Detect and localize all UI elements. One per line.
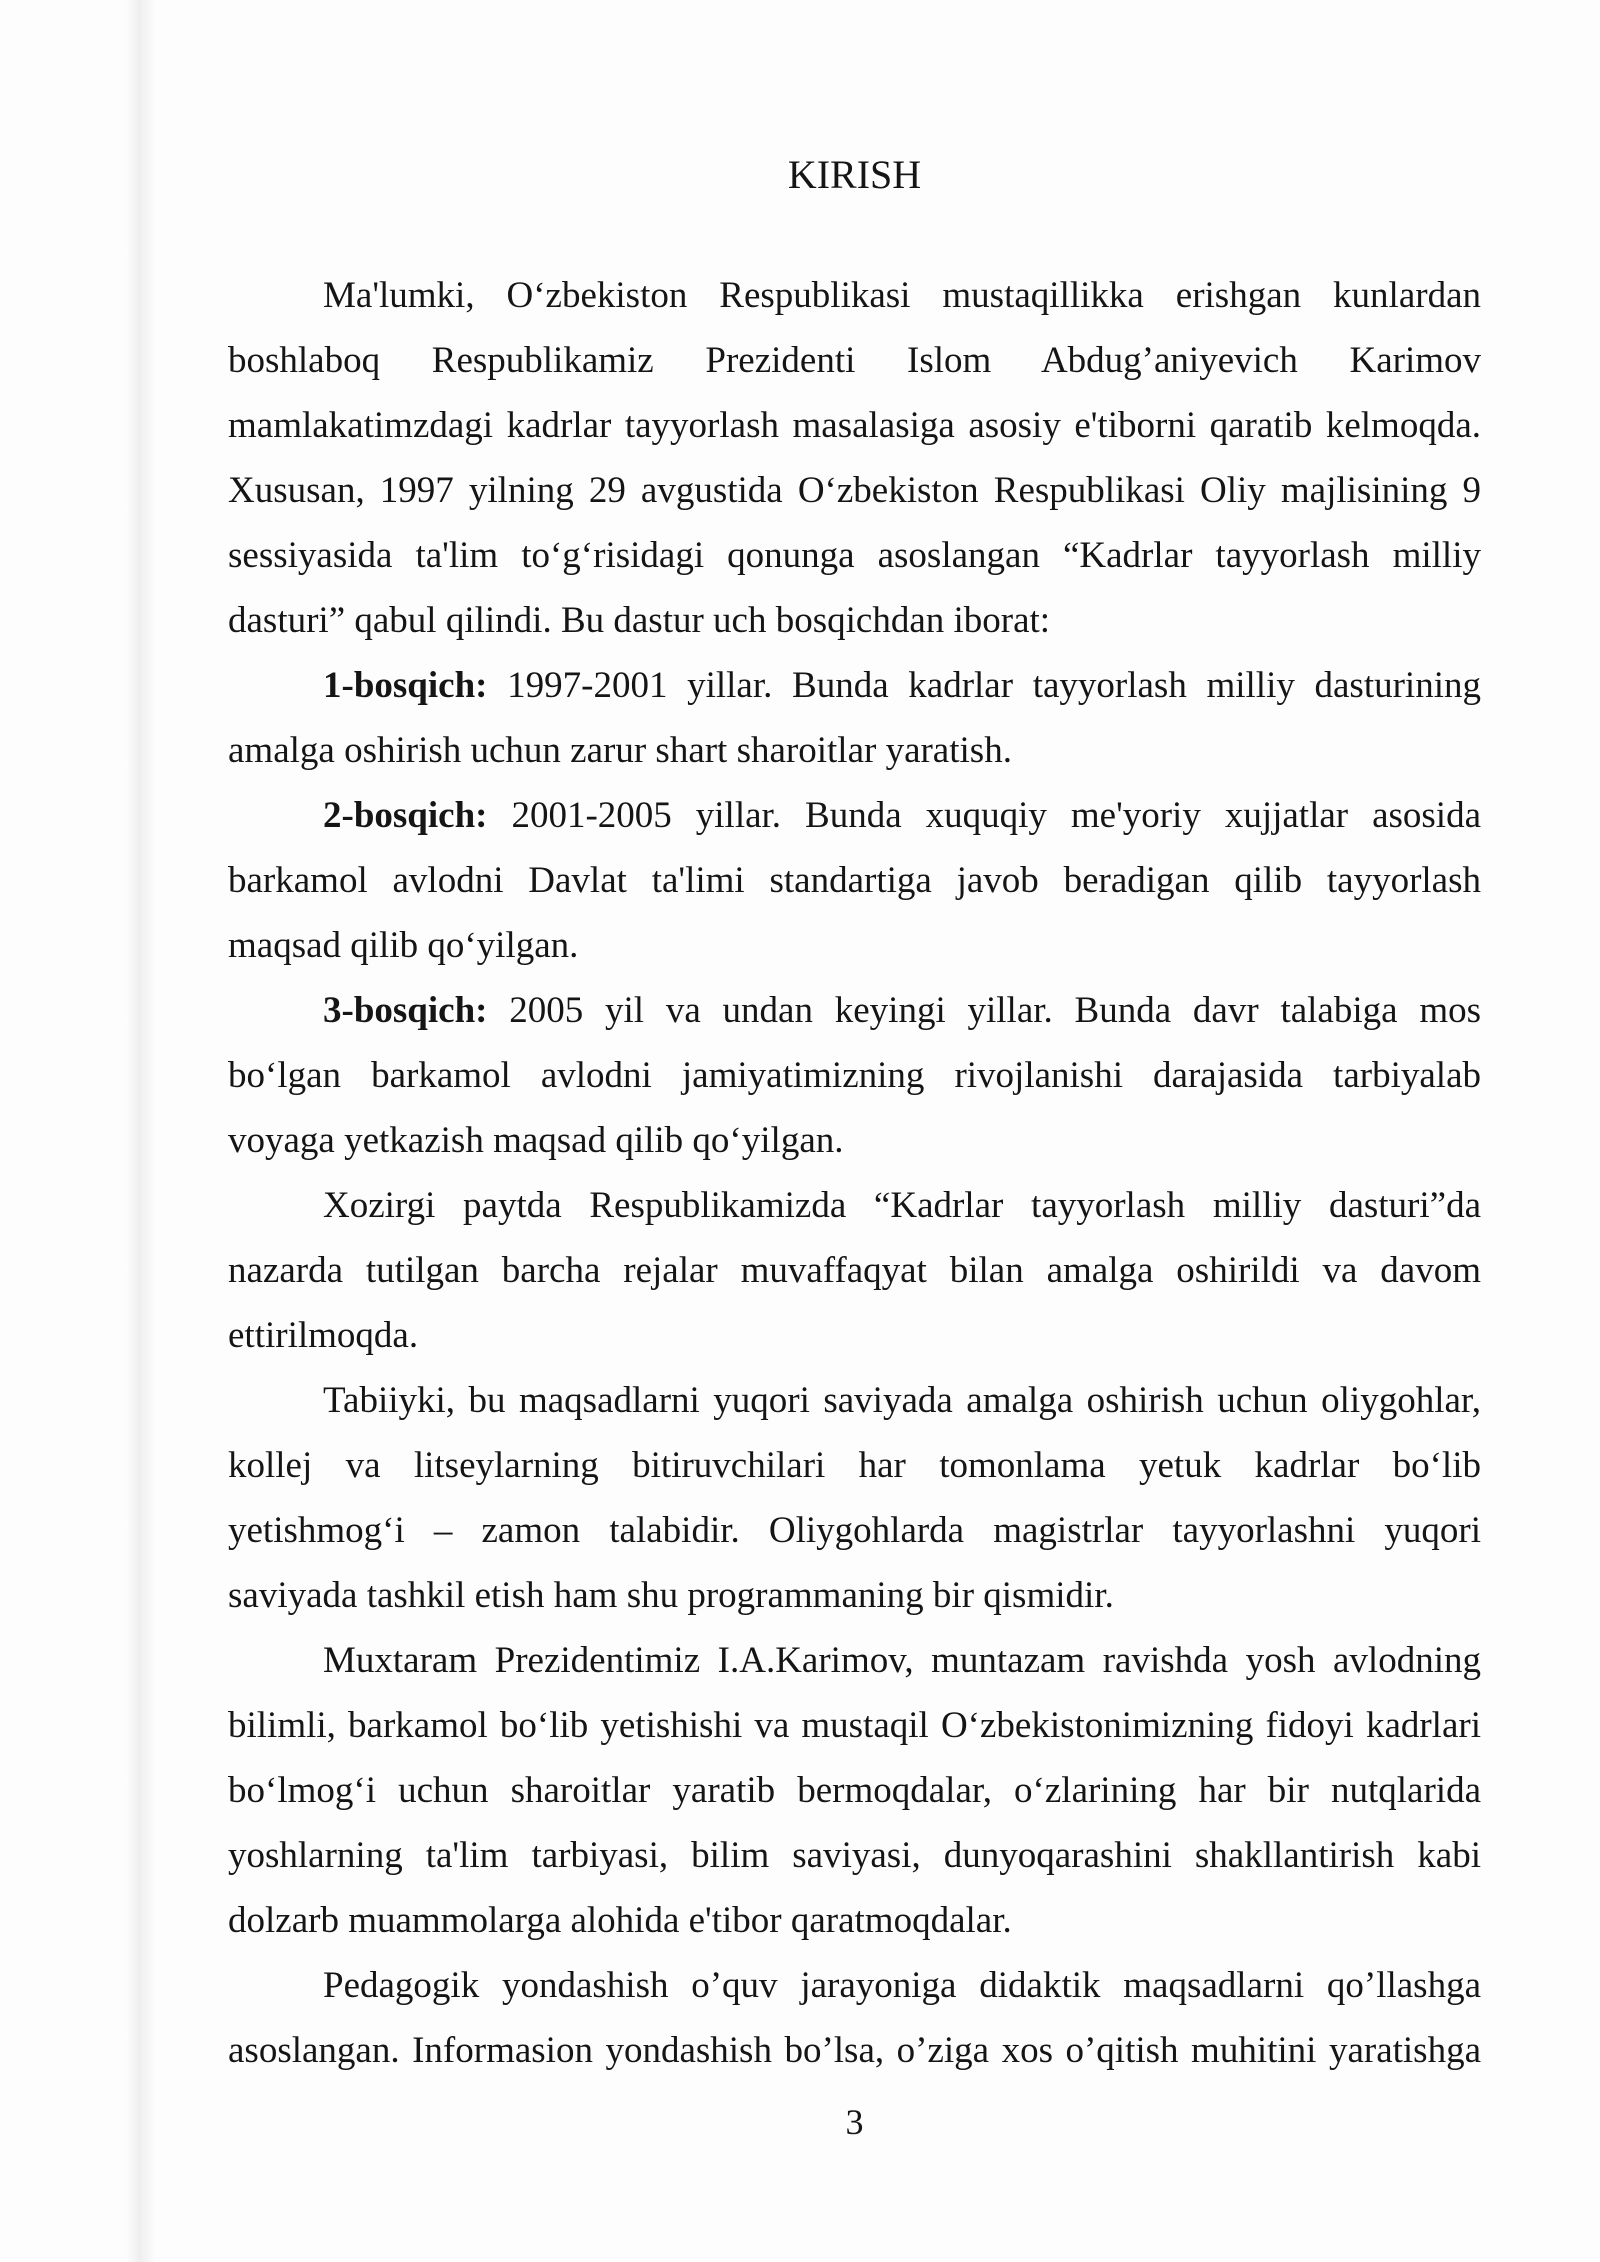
paragraph (228, 653, 1481, 783)
text-line (228, 328, 1481, 393)
text-run: maqsad qilib qo‘yilgan. (228, 925, 579, 966)
text-line (228, 588, 1481, 653)
text-run: voyaga yetkazish maqsad qilib qo‘yilgan. (228, 1120, 844, 1161)
text-run: 2005 yil va undan keyingi yillar. Bunda davr talabiga mos (487, 990, 1481, 1031)
paragraph (228, 1173, 1481, 1368)
text-run: 2001-2005 yillar. Bunda xuquqiy me'yoriy xujjatlar asosida (487, 795, 1481, 836)
text-line (228, 1303, 1481, 1368)
text-line (228, 1238, 1481, 1303)
text-run: asoslangan. Informasion yondashish bo’lsa, o’ziga xos o’qitish muhitini yaratishga (228, 2030, 1481, 2071)
text-line (228, 1693, 1481, 1758)
bold-text-run: 2-bosqich: (323, 795, 488, 836)
text-run: Ma'lumki, O‘zbekiston Respublikasi mustaqillikka erishgan kunlardan (323, 275, 1481, 316)
text-line (228, 523, 1481, 588)
text-run: Tabiiyki, bu maqsadlarni yuqori saviyada amalga oshirish uchun oliygohlar, (323, 1380, 1481, 1421)
text-line (228, 978, 1481, 1043)
text-line (228, 2018, 1481, 2083)
text-line (228, 1173, 1481, 1238)
text-line (228, 653, 1481, 718)
paragraph (228, 1368, 1481, 1628)
paragraph (228, 783, 1481, 978)
text-run: nazarda tutilgan barcha rejalar muvaffaqyat bilan amalga oshirildi va davom (228, 1250, 1481, 1291)
text-run: Pedagogik yondashish o’quv jarayoniga didaktik maqsadlarni qo’llashga (323, 1965, 1481, 2006)
text-run: mamlakatimzdagi kadrlar tayyorlash masalasiga asosiy e'tiborni qaratib kelmoqda. (228, 405, 1481, 446)
text-run: ettirilmoqda. (228, 1315, 419, 1356)
text-line (228, 783, 1481, 848)
text-run: dolzarb muammolarga alohida e'tibor qaratmoqdalar. (228, 1900, 1012, 1941)
page-number: 3 (845, 2102, 864, 2142)
paragraph (228, 263, 1481, 653)
paragraph (228, 1953, 1481, 2083)
text-line (228, 393, 1481, 458)
text-line (228, 848, 1481, 913)
text-run: 1997-2001 yillar. Bunda kadrlar tayyorlash milliy dasturining (487, 665, 1481, 706)
text-run: Xususan, 1997 yilning 29 avgustida O‘zbekiston Respublikasi Oliy majlisining 9 (228, 470, 1481, 511)
text-line (228, 1823, 1481, 1888)
text-run: kollej va litseylarning bitiruvchilari har tomonlama yetuk kadrlar bo‘lib (228, 1445, 1481, 1486)
text-line (228, 1433, 1481, 1498)
page-title: KIRISH (787, 152, 922, 197)
text-line (228, 718, 1481, 783)
text-run: bo‘lmog‘i uchun sharoitlar yaratib bermoqdalar, o‘zlarining har bir nutqlarida (228, 1770, 1481, 1811)
text-line (228, 1888, 1481, 1953)
text-line (228, 1108, 1481, 1173)
text-line (228, 1628, 1481, 1693)
text-run: saviyada tashkil etish ham shu programmaning bir qismidir. (228, 1575, 1114, 1616)
text-run: bilimli, barkamol bo‘lib yetishishi va mustaqil O‘zbekistonimizning fidoyi kadrlari (228, 1705, 1481, 1746)
scan-edge-shadow (126, 0, 156, 2262)
text-line (228, 263, 1481, 328)
text-run: Muxtaram Prezidentimiz I.A.Karimov, muntazam ravishda yosh avlodning (323, 1640, 1481, 1681)
text-line (228, 1043, 1481, 1108)
bold-text-run: 3-bosqich: (323, 990, 488, 1031)
text-run: sessiyasida ta'lim to‘g‘risidagi qonunga asoslangan “Kadrlar tayyorlash milliy (228, 535, 1481, 576)
text-run: Xozirgi paytda Respublikamizda “Kadrlar tayyorlash milliy dasturi”da (323, 1185, 1481, 1226)
text-line (228, 913, 1481, 978)
text-run: bo‘lgan barkamol avlodni jamiyatimizning rivojlanishi darajasida tarbiyalab (228, 1055, 1481, 1096)
text-run: barkamol avlodni Davlat ta'limi standartiga javob beradigan qilib tayyorlash (228, 860, 1481, 901)
text-block (228, 142, 1481, 2083)
paragraph (228, 978, 1481, 1173)
paragraphs-container (228, 263, 1481, 2083)
text-line (228, 1368, 1481, 1433)
text-line (228, 1563, 1481, 1628)
paragraph (228, 1628, 1481, 1953)
text-line (228, 1953, 1481, 2018)
text-run: yetishmog‘i – zamon talabidir. Oliygohlarda magistrlar tayyorlashni yuqori (228, 1510, 1481, 1551)
text-run: dasturi” qabul qilindi. Bu dastur uch bosqichdan iborat: (228, 600, 1051, 641)
text-run: amalga oshirish uchun zarur shart sharoitlar yaratish. (228, 730, 1012, 771)
text-run: boshlaboq Respublikamiz Prezidenti Islom Abdug’aniyevich Karimov (228, 340, 1481, 381)
text-line (228, 458, 1481, 523)
text-run: yoshlarning ta'lim tarbiyasi, bilim saviyasi, dunyoqarashini shakllantirish kabi (228, 1835, 1481, 1876)
text-line (228, 1498, 1481, 1563)
text-line (228, 1758, 1481, 1823)
bold-text-run: 1-bosqich: (323, 665, 488, 706)
